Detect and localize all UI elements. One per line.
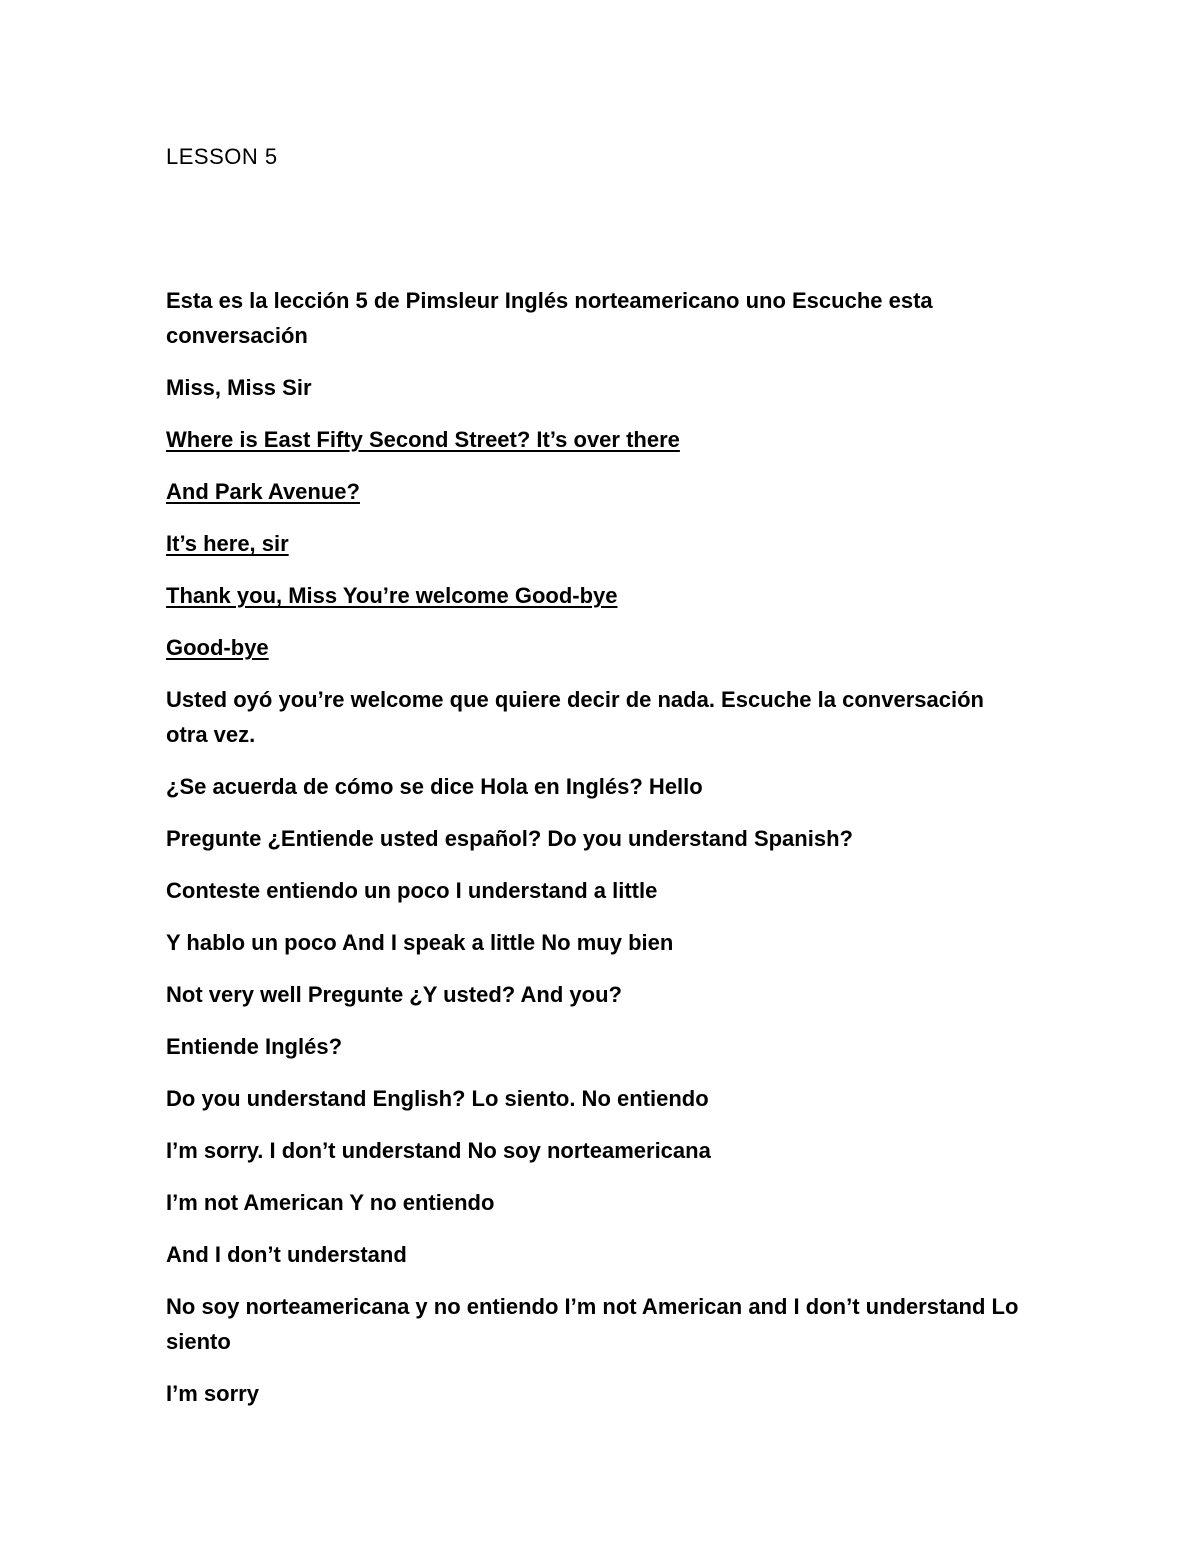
paragraph-thank-you: Thank you, Miss You’re welcome Good-bye [166, 583, 618, 608]
paragraph-not-american: I’m not American Y no entiendo [166, 1190, 495, 1215]
paragraph-not-very-well: Not very well Pregunte ¿Y usted? And you? [166, 982, 622, 1007]
paragraph-usted-oyo: Usted oyó you’re welcome que quiere decir de nada. Escuche la conversación otra vez. [166, 687, 984, 747]
paragraph-park-avenue: And Park Avenue? [166, 479, 360, 504]
paragraph-its-here: It’s here, sir [166, 531, 289, 556]
paragraph-and-i-dont-understand: And I don’t understand [166, 1242, 407, 1267]
paragraph-hola: ¿Se acuerda de cómo se dice Hola en Inglés? Hello [166, 774, 703, 799]
paragraph-no-soy-norteamericana: No soy norteamericana y no entiendo I’m not American and I don’t understand Lo siento [166, 1294, 1019, 1354]
paragraph-entiende-espanol: Pregunte ¿Entiende usted español? Do you understand Spanish? [166, 826, 853, 851]
paragraph-miss-sir: Miss, Miss Sir [166, 375, 312, 400]
paragraph-where-is-street: Where is East Fifty Second Street? It’s over there [166, 427, 680, 452]
paragraph-im-sorry: I’m sorry [166, 1381, 259, 1406]
paragraph-understand-english: Do you understand English? Lo siento. No entiendo [166, 1086, 709, 1111]
paragraph-intro: Esta es la lección 5 de Pimsleur Inglés norteamericano uno Escuche esta conversación [166, 288, 933, 348]
paragraph-entiendo-poco: Conteste entiendo un poco I understand a little [166, 878, 658, 903]
lesson-transcript [166, 283, 1026, 1428]
paragraph-entiende-ingles: Entiende Inglés? [166, 1034, 343, 1059]
paragraph-im-sorry-dont-understand: I’m sorry. I don’t understand No soy norteamericana [166, 1138, 711, 1163]
lesson-heading: LESSON 5 [166, 144, 278, 169]
paragraph-hablo-poco: Y hablo un poco And I speak a little No muy bien [166, 930, 674, 955]
paragraph-good-bye: Good-bye [166, 635, 269, 660]
